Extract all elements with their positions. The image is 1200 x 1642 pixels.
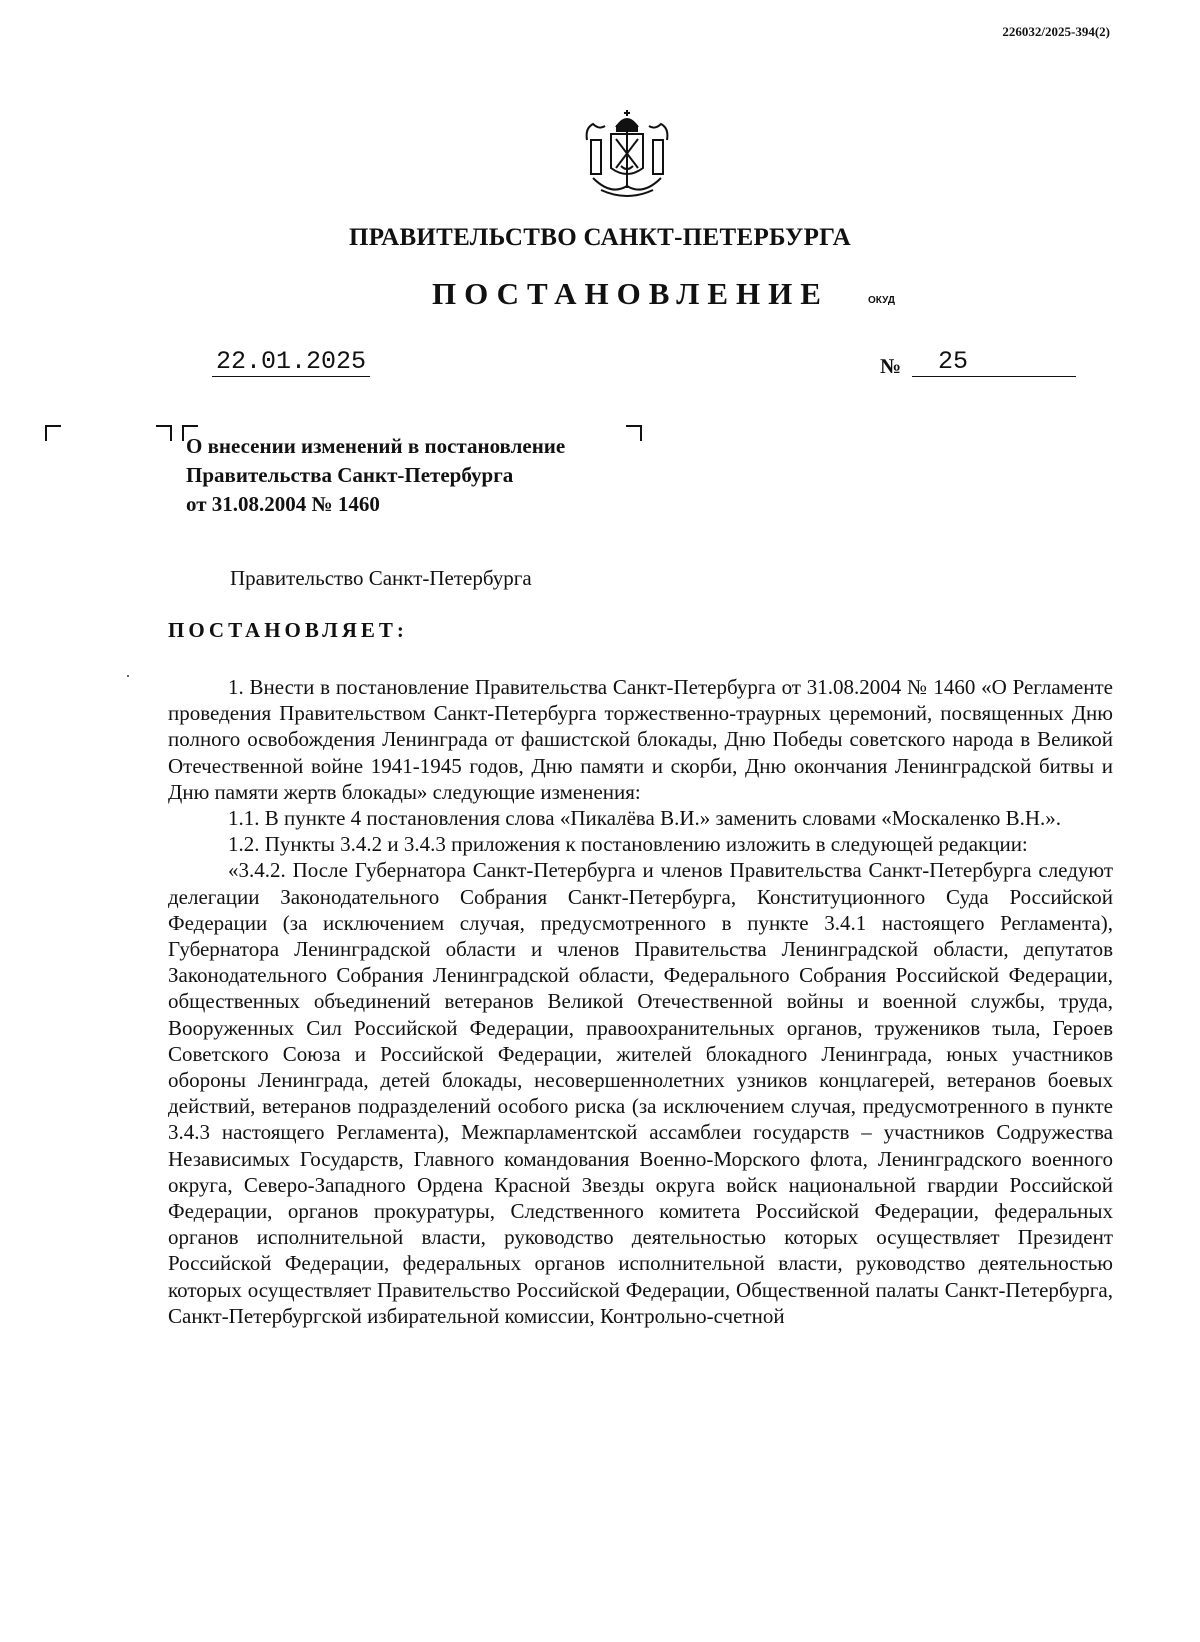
resolves-heading: ПОСТАНОВЛЯЕТ: (168, 618, 408, 642)
paragraph-1-1: 1.1. В пункте 4 постановления слова «Пикалёва В.И.» заменить словами «Москаленко В.Н.». (228, 806, 1062, 831)
subject-bracket-right (626, 425, 642, 441)
paragraph-1-2: 1.2. Пункты 3.4.2 и 3.4.3 приложения к постановлению изложить в следующей редакции: (228, 832, 1028, 857)
margin-corner-mark (45, 425, 61, 441)
scan-speck (127, 675, 129, 677)
subject-line: от 31.08.2004 № 1460 (186, 492, 380, 516)
decree-date: 22.01.2025 (212, 348, 370, 377)
document-id: 226032/2025-394(2) (1002, 24, 1110, 39)
number-label: № (880, 354, 902, 378)
decree-number: 25 (912, 348, 1076, 377)
decree-type-title: ПОСТАНОВЛЕНИЕ (432, 276, 829, 311)
decree-subject (186, 432, 565, 519)
paragraph-1: 1. Внести в постановление Правительства Санкт-Петербурга от 31.08.2004 № 1460 «О Регламенте проведения Правительством Санкт-Петербурга торжественно-траурных церемоний, посвященных Дню полного освобождения Ленинграда от фашистской блокады, Дню Победы советского народа в Великой Отечественной войне 1941-1945 годов, Дню памяти и скорби, Дню окончания Ленинградской битвы и Дню памяти жертв блокады» следующие изменения: (168, 675, 1113, 804)
decree-body (168, 674, 1113, 1329)
government-title: ПРАВИТЕЛЬСТВО САНКТ-ПЕТЕРБУРГА (348, 224, 852, 251)
issuer-line: Правительство Санкт-Петербурга (230, 566, 532, 590)
subject-bracket-left-outer (156, 425, 172, 441)
subject-line: О внесении изменений в постановление (186, 434, 566, 458)
paragraph-3-4-2: «3.4.2. После Губернатора Санкт-Петербурга и членов Правительства Санкт-Петербурга следуют делегации Законодательного Собрания Санкт-Петербурга, Конституционного Суда Российской Федерации (за исключением случая, предусмотренного в пункте 3.4.1 настоящего Регламента), Губернатора Ленинградской области и членов Правительства Ленинградской области, депутатов Законодательного Собрания Ленинградской области, Федерального Собрания Российской Федерации, общественных объединений ветеранов Великой Отечественной войны и военной службы, труда, Вооруженных Сил Российской Федерации, правоохранительных органов, тружеников тыла, Героев Советского Союза и Российской Федерации, жителей блокадного Ленинграда, юных участников обороны Ленинграда, детей блокады, несовершеннолетних узников концлагерей, ветеранов боевых действий, ветеранов подразделений особого риска (за исключением случая, предусмотренного в пункте 3.4.3 настоящего Регламента), Межпарламентской ассамблеи государств – участников Содружества Независимых Государств, Главного командования Военно-Морского флота, Ленинградского военного округа, Северо-Западного Ордена Красной Звезды округа войск национальной гвардии Российской Федерации, органов прокуратуры, Следственного комитета Российской Федерации, федеральных органов исполнительной власти, руководство деятельностью которых осуществляет Президент Российской Федерации, федеральных органов исполнительной власти, руководство деятельностью которых осуществляет Правительство Российской Федерации, Общественной палаты Санкт-Петербурга, Санкт-Петербургской избирательной комиссии, Контрольно-счетной (168, 858, 1113, 1328)
okud-label: ОКУД (868, 295, 895, 306)
coat-of-arms-icon (581, 106, 673, 202)
subject-line: Правительства Санкт-Петербурга (186, 463, 514, 487)
